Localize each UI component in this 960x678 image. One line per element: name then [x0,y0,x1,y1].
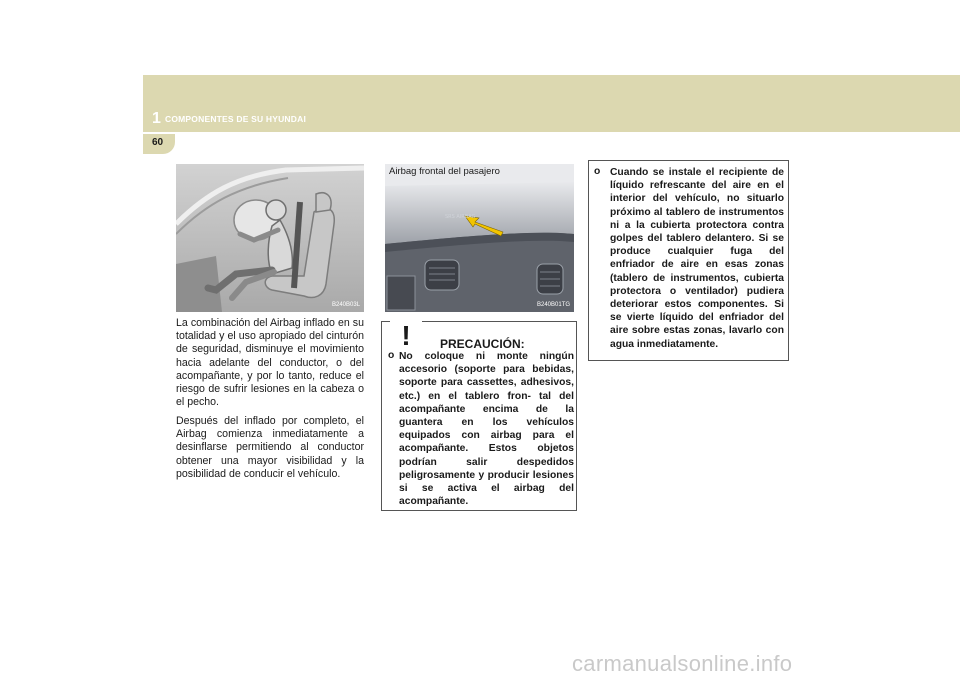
passenger-airbag-photo [385,164,574,312]
image-caption: Airbag frontal del pasajero [389,166,500,177]
bullet-marker: o [594,166,601,177]
image-code: B240B03L [332,302,361,308]
dashboard-drawing [385,164,574,312]
paragraph-airbag-seatbelt: La combinación del Airbag inflado en su totalidad y el uso apropiado del cinturón de seguridad, disminuye el movimiento hacia adelante del conductor, o del acompañante, y por lo tanto, reduce el riesgo de sufrir lesiones en la cabeza o el pecho. [176,317,364,409]
srs-airbag-label: SRS AIRBAG [445,214,476,220]
bullet-marker: o [388,350,395,361]
airbag-deployment-illustration [176,164,364,312]
air-freshener-note: Cuando se instale el recipiente de líquido refrescante del aire en el interior del vehículo, no situarlo próximo al tablero de instrumentos ni a la cubierta protectora contra golpes del tablero delantero. Si se produce cualquier fuga del enfriador de aire en esas zonas (tablero de instrumentos, cubierta protectora o ventilador) pudiera deteriorar estos componentes. Si se vierte líquido del enfriador del aire sobre estas zonas, lavarlo con agua inmediatamente. [610,167,784,350]
image-code: B240B01TG [537,302,571,308]
airbag-figure-drawing [176,164,364,312]
chapter-title: COMPONENTES DE SU HYUNDAI [165,114,307,124]
warning-exclamation-icon [390,319,422,349]
svg-text:!: ! [401,320,411,349]
caution-text: No coloque ni monte ningún accesorio (soporte para bebidas, soporte para cassettes, adhesivos, etc.) en el tablero fron- tal del acompañante encima de la guantera en los vehículos equipados con airbag para el acompañante. Estos objetos podrían salir despedidos peligrosamente y producir lesiones si se activa el airbag del acompañante. [399,351,574,508]
page-number: 60 [152,137,164,148]
watermark: carmanualsonline.info [572,651,793,676]
chapter-number: 1 [152,110,161,127]
caution-title: PRECAUCIÓN: [440,337,525,351]
header-divider [143,132,960,134]
paragraph-deflation: Después del inflado por completo, el Airbag comienza inmediatamente a desinflarse permitiendo al conductor obtener una mayor visibilidad y la posibilidad de conducir el vehículo. [176,415,364,480]
